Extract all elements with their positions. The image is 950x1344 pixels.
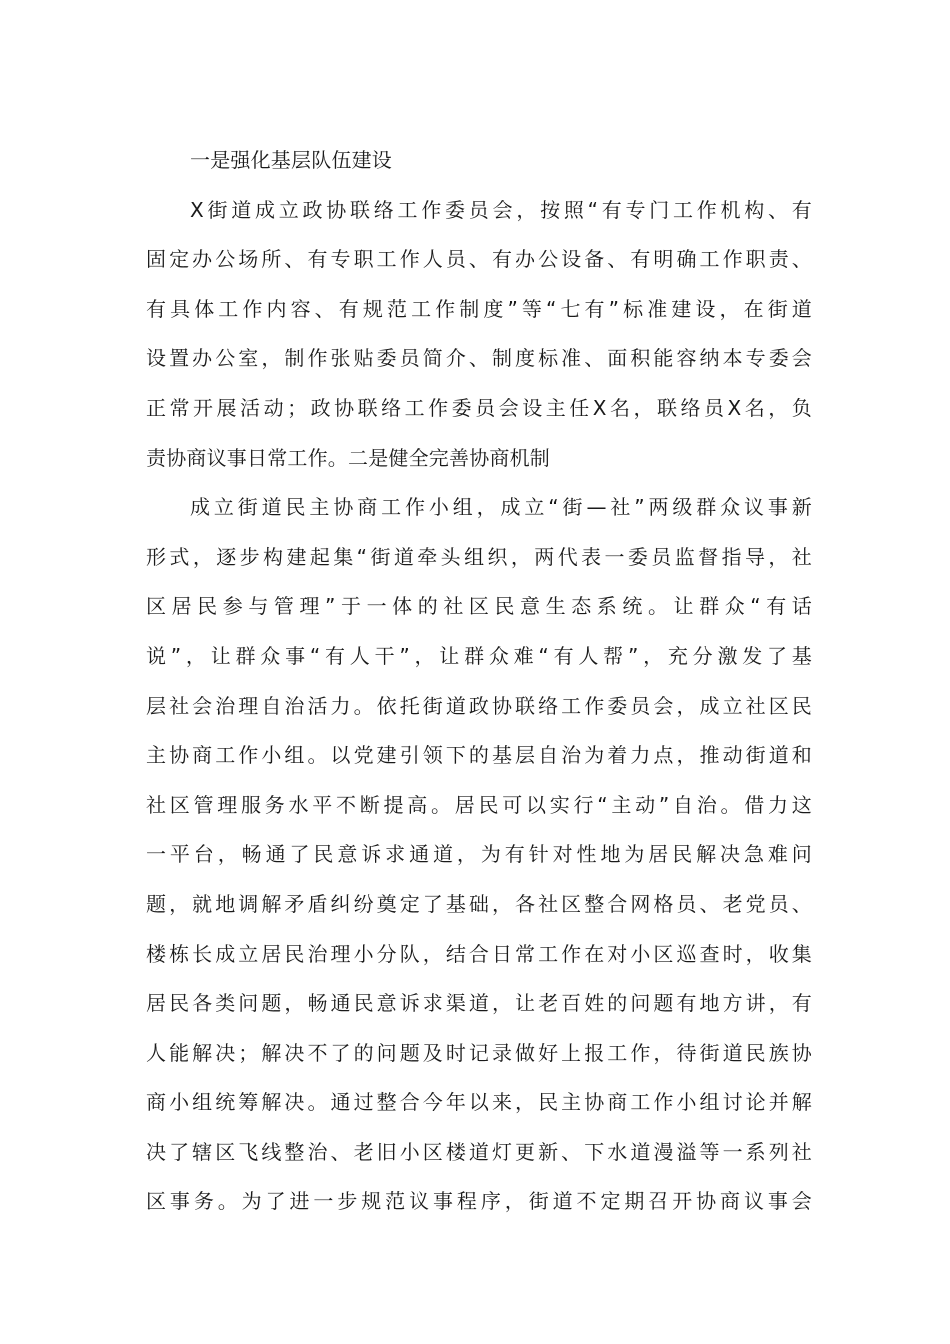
paragraph-2-line-9: 题，就地调解矛盾纠纷奠定了基础，各社区整合网格员、老党员、 [146, 891, 812, 916]
paragraph-2-line-12: 人能解决；解决不了的问题及时记录做好上报工作，待街道民族协 [146, 1040, 812, 1065]
paragraph-2-line-2: 形式，逐步构建起集“街道牵头组织，两代表一委员监督指导，社 [146, 544, 812, 569]
paragraph-2-line-13: 商小组统筹解决。通过整合今年以来，民主协商工作小组讨论并解 [146, 1090, 812, 1115]
paragraph-1-line-6: 责协商议事日常工作。二是健全完善协商机制 [146, 445, 550, 470]
paragraph-2-line-1: 成立街道民主协商工作小组，成立“街—社”两级群众议事新 [190, 495, 812, 520]
paragraph-2-line-11: 居民各类问题，畅通民意诉求渠道，让老百姓的问题有地方讲，有 [146, 991, 812, 1016]
paragraph-1-line-3: 有具体工作内容、有规范工作制度”等“七有”标准建设，在街道 [146, 296, 812, 321]
paragraph-1-line-5: 正常开展活动；政协联络工作委员会设主任X名，联络员X名，负 [146, 395, 812, 420]
paragraph-2-line-7: 社区管理服务水平不断提高。居民可以实行“主动”自治。借力这 [146, 792, 812, 817]
paragraph-1-line-1: X街道成立政协联络工作委员会，按照“有专门工作机构、有 [190, 197, 812, 222]
paragraph-1-line-4: 设置办公室，制作张贴委员简介、制度标准、面积能容纳本专委会 [146, 346, 812, 371]
document-body [146, 136, 812, 1227]
paragraph-2-line-8: 一平台，畅通了民意诉求通道，为有针对性地为居民解决急难问 [146, 842, 812, 867]
paragraph-2-line-6: 主协商工作小组。以党建引领下的基层自治为着力点，推动街道和 [146, 743, 812, 768]
paragraph-2-line-14: 决了辖区飞线整治、老旧小区楼道灯更新、下水道漫溢等一系列社 [146, 1139, 812, 1164]
section-heading-1: 一是强化基层队伍建设 [190, 148, 392, 172]
paragraph-1-line-2: 固定办公场所、有专职工作人员、有办公设备、有明确工作职责、 [146, 247, 812, 272]
paragraph-2-line-5: 层社会治理自治活力。依托街道政协联络工作委员会，成立社区民 [146, 693, 812, 718]
paragraph-2-line-10: 楼栋长成立居民治理小分队，结合日常工作在对小区巡查时，收集 [146, 941, 812, 966]
paragraph-2-line-3: 区居民参与管理”于一体的社区民意生态系统。让群众“有话 [146, 594, 812, 619]
paragraph-2-line-15: 区事务。为了进一步规范议事程序，街道不定期召开协商议事会 [146, 1189, 812, 1214]
paragraph-2-line-4: 说”，让群众事“有人干”，让群众难“有人帮”，充分激发了基 [146, 643, 812, 668]
